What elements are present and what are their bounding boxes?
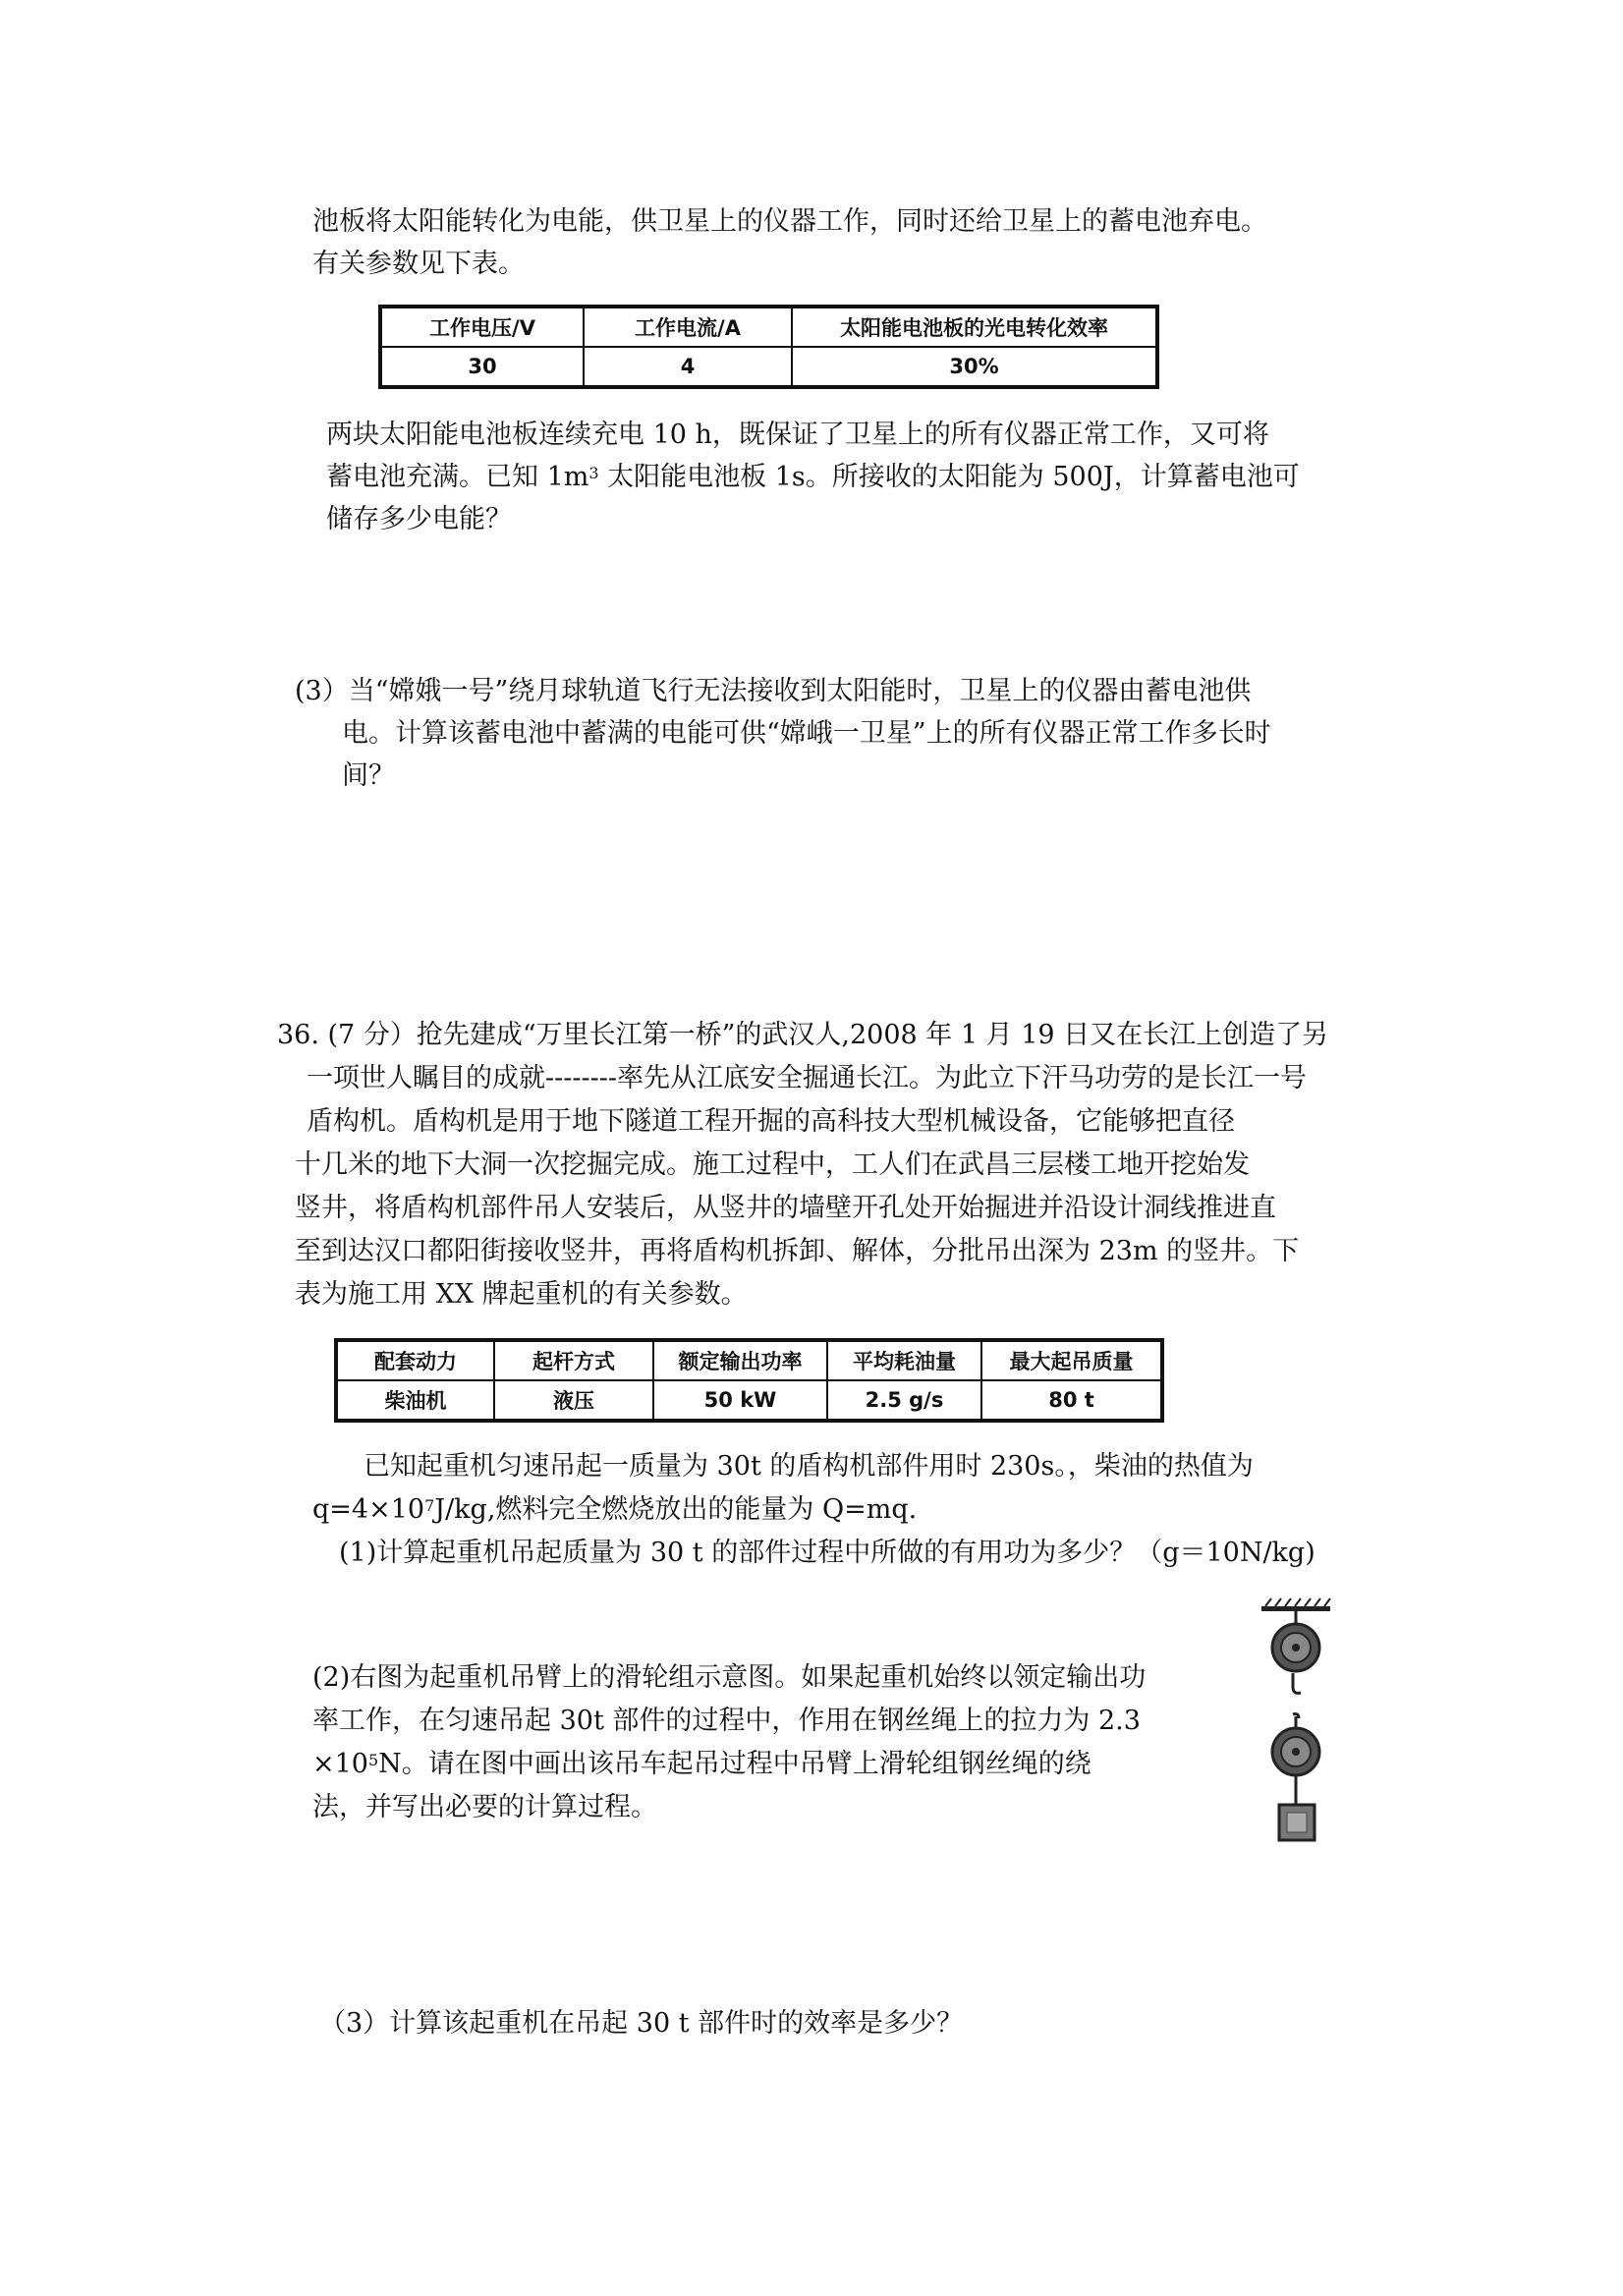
q35-part3-line2: 电。计算该蓄电池中蓄满的电能可供“嫦峨一卫星”上的所有仪器正常工作多长时 <box>342 718 1271 749</box>
table-cell: 柴油机 <box>336 1380 494 1421</box>
crane-parameters-table <box>334 1338 1164 1423</box>
table-header-cell: 最大起吊质量 <box>981 1340 1162 1380</box>
q36-given-line2 <box>312 1492 917 1528</box>
ceiling-support <box>1261 1598 1330 1611</box>
fixed-pulley <box>1272 1611 1319 1693</box>
q36-part1: (1)计算起重机吊起质量为 30 t 的部件过程中所做的有用功为多少？（g＝10N/kg) <box>339 1538 1315 1568</box>
q36-part2-line3-a: ×10 <box>312 1749 368 1779</box>
q36-part2-line4: 法，并写出必要的计算过程。 <box>312 1792 657 1822</box>
table-header-cell: 工作电流/A <box>584 307 792 347</box>
q35-part3-line1: (3）当“嫦娥一号”绕月球轨道飞行无法接收到太阳能时，卫星上的仪器由蓄电池供 <box>295 676 1252 706</box>
table-header-row <box>336 1340 1162 1380</box>
table-row <box>380 347 1157 387</box>
table-cell: 4 <box>584 347 792 387</box>
satellite-parameters-table <box>378 305 1159 389</box>
table-header-cell: 平均耗油量 <box>827 1340 981 1380</box>
q36-part2-line2: 率工作，在匀速吊起 30t 部件的过程中，作用在钢丝绳上的拉力为 2.3 <box>312 1706 1141 1736</box>
q36-line1: 36. (7 分）抢先建成“万里长江第一桥”的武汉人,2008 年 1 月 19 日又在长江上创造了另 <box>277 1020 1329 1050</box>
q36-line3: 盾构机。盾构机是用于地下隧道工程开掘的高科技大型机械设备，它能够把直径 <box>307 1106 1235 1137</box>
table-cell: 50 kW <box>653 1380 827 1421</box>
q36-line4: 十几米的地下大洞一次挖掘完成。施工过程中，工人们在武昌三层楼工地开挖始发 <box>295 1149 1250 1180</box>
q35-question-line1: 两块太阳能电池板连续充电 10 h，既保证了卫星上的所有仪器正常工作，又可将 <box>326 420 1269 450</box>
table-header-cell: 额定输出功率 <box>653 1340 827 1380</box>
table-cell: 80 t <box>981 1380 1162 1421</box>
superscript: 3 <box>588 464 599 482</box>
table-cell: 30 <box>380 347 584 387</box>
pulley-system-diagram <box>1258 1596 1336 1862</box>
q36-line5: 竖井，将盾构机部件吊人安装后，从竖井的墙壁开孔处开始掘进并沿设计洞线推进直 <box>295 1193 1276 1223</box>
table-header-cell: 配套动力 <box>336 1340 494 1380</box>
load-block <box>1279 1805 1315 1840</box>
q36-part2-line3-b: N。请在图中画出该吊车起吊过程中吊臂上滑轮组钢丝绳的绕 <box>378 1749 1091 1779</box>
table-cell: 2.5 g/s <box>827 1380 981 1421</box>
q36-line7: 表为施工用 XX 牌起重机的有关参数。 <box>295 1279 748 1310</box>
superscript: 7 <box>424 1496 435 1515</box>
table-cell: 30% <box>792 347 1157 387</box>
table-cell: 液压 <box>494 1380 653 1421</box>
q35-question-line2-a: 蓄电池充满。已知 1m <box>326 462 589 492</box>
q35-text-line1: 池板将太阳能转化为电能，供卫星上的仪器工作，同时还给卫星上的蓄电池弃电。 <box>312 206 1267 237</box>
q35-question-line2-b: 太阳能电池板 1s。所接收的太阳能为 500J，计算蓄电池可 <box>598 462 1300 492</box>
q36-line6: 至到达汉口都阳街接收竖井，再将盾构机拆卸、解体，分批吊出深为 23m 的竖井。下 <box>295 1236 1300 1266</box>
q36-part2-line1: (2)右图为起重机吊臂上的滑轮组示意图。如果起重机始终以领定输出功 <box>312 1662 1147 1693</box>
table-header-cell: 太阳能电池板的光电转化效率 <box>792 307 1157 347</box>
q36-line2: 一项世人瞩目的成就--------率先从江底安全掘通长江。为此立下汗马功劳的是长江一号 <box>307 1063 1307 1093</box>
table-row <box>336 1380 1162 1421</box>
superscript: 5 <box>367 1751 379 1769</box>
table-header-cell: 起杆方式 <box>494 1340 653 1380</box>
q35-question-line2 <box>326 460 1300 495</box>
q35-part3-line3: 间？ <box>342 760 395 791</box>
q36-part2-line3 <box>312 1747 1091 1782</box>
table-header-row <box>380 307 1157 347</box>
q35-text-line2: 有关参数见下表。 <box>312 249 525 279</box>
q36-part3: （3）计算该起重机在吊起 30 t 部件时的效率是多少？ <box>319 2008 964 2039</box>
q36-given-line2-b: J/kg,燃料完全燃烧放出的能量为 Q=mq. <box>434 1494 918 1525</box>
movable-pulley <box>1272 1714 1319 1806</box>
table-header-cell: 工作电压/V <box>380 307 584 347</box>
q35-question-line3: 储存多少电能？ <box>326 504 512 534</box>
q36-given-line1: 已知起重机匀速吊起一质量为 30t 的盾构机部件用时 230s。，柴油的热值为 <box>364 1451 1254 1482</box>
q36-given-line2-a: q=4×10 <box>312 1494 425 1525</box>
